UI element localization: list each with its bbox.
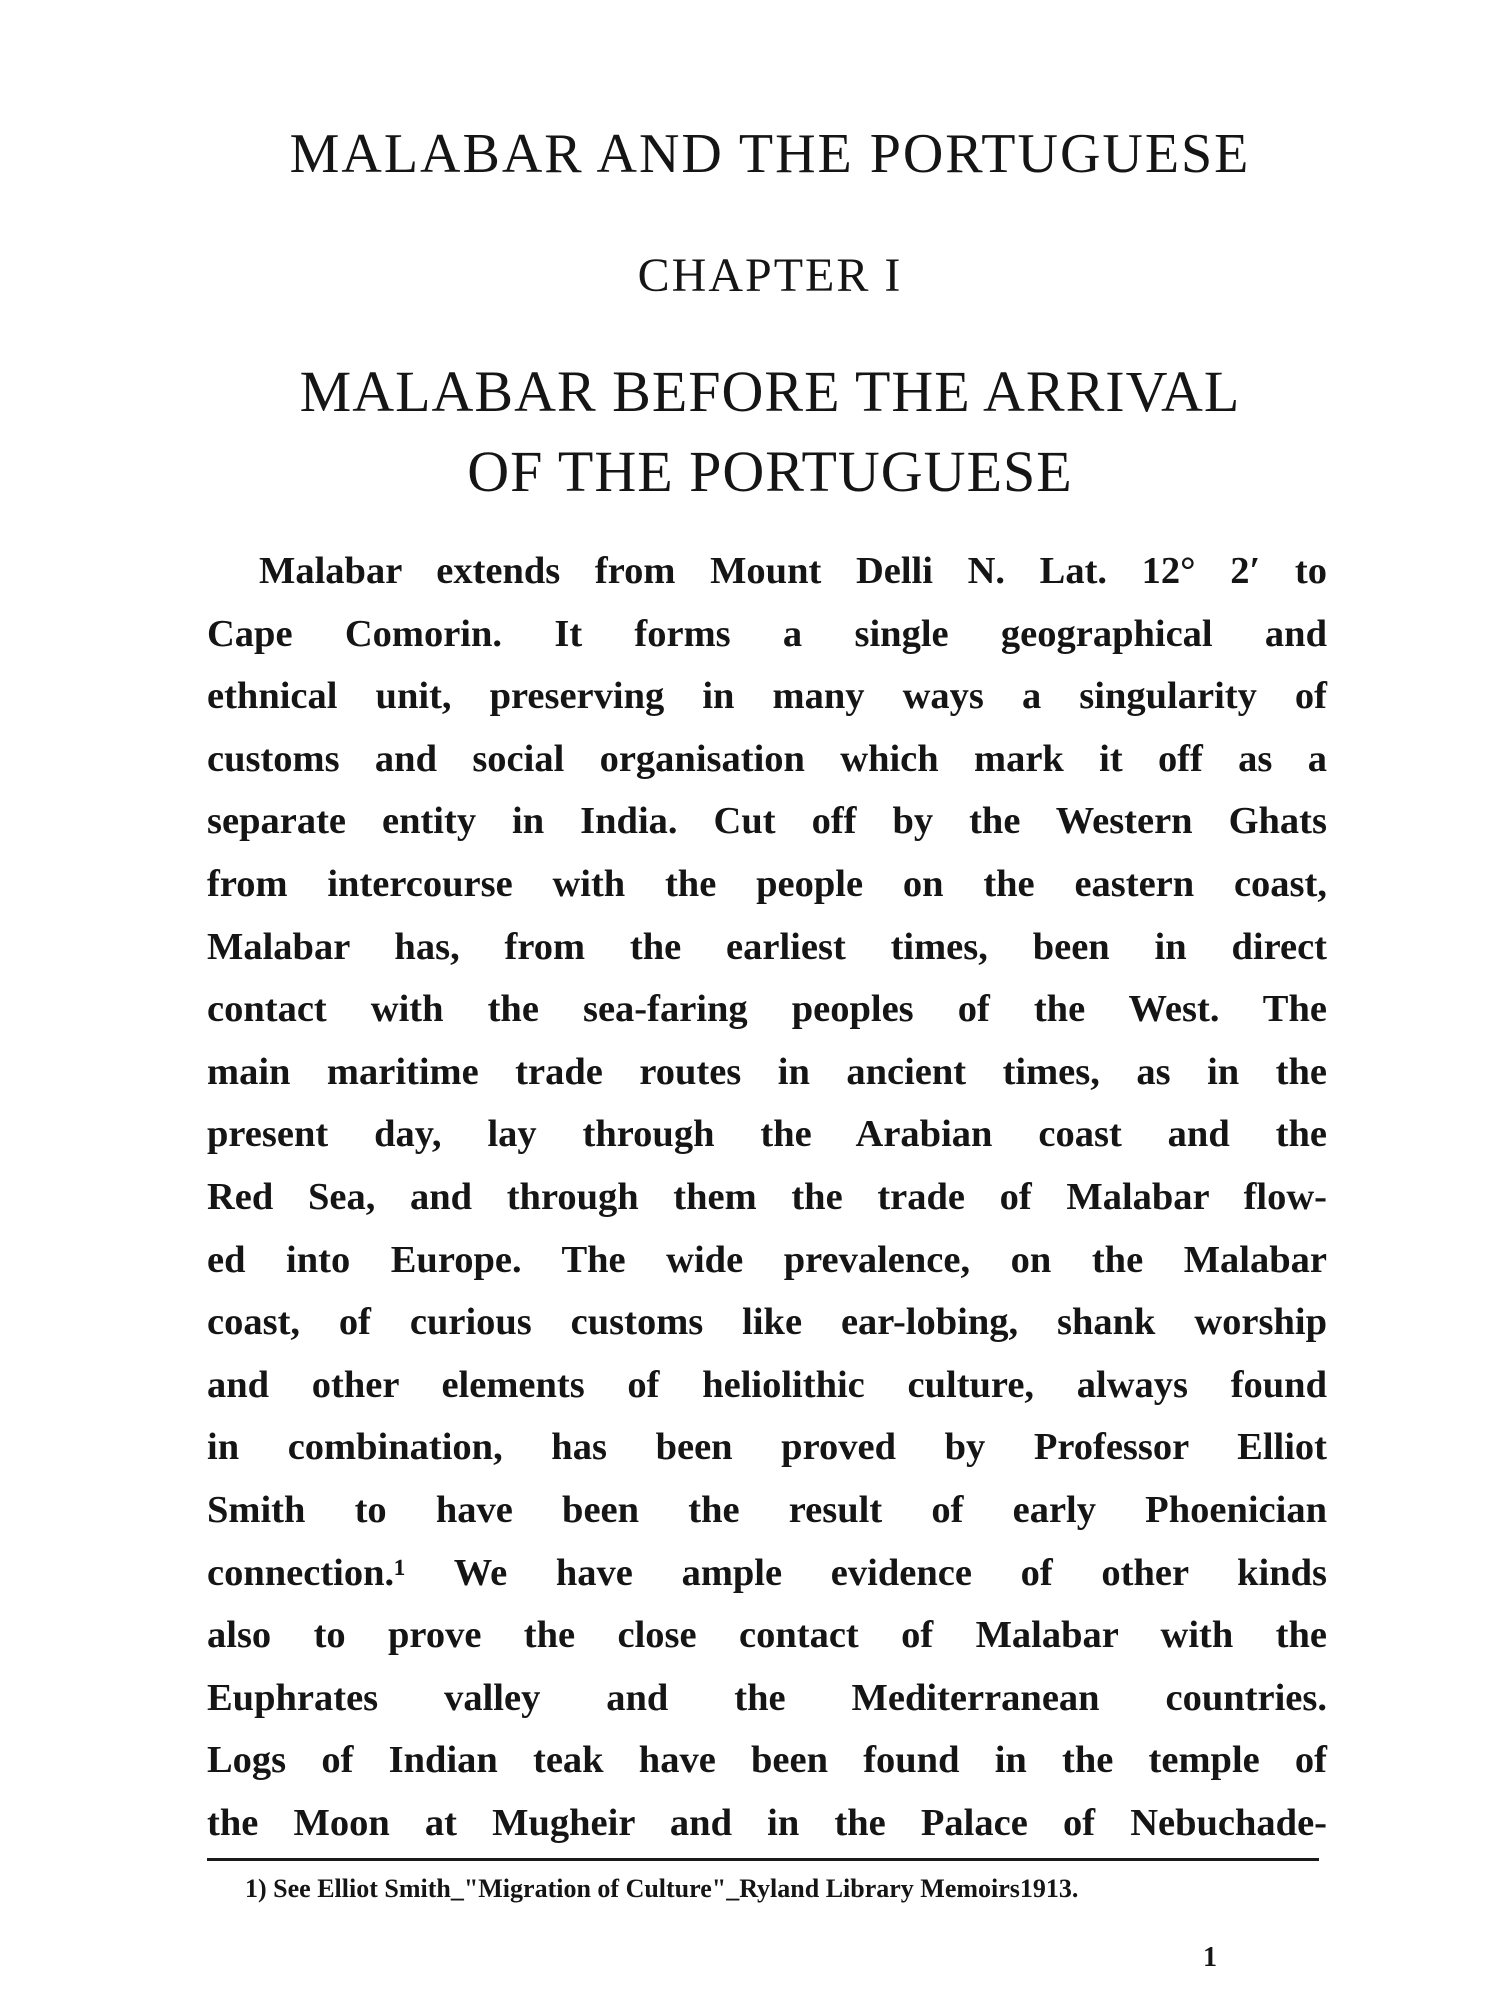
text-line: main maritime trade routes in ancient times, as in the xyxy=(207,1050,1327,1093)
text-line: in combination, has been proved by Professor Elliot xyxy=(207,1426,1327,1469)
text-line: contact with the sea-faring peoples of the West. The xyxy=(207,988,1327,1031)
text-line: Logs of Indian teak have been found in the temple of xyxy=(207,1739,1327,1782)
page-number: 1 xyxy=(1203,1942,1217,1973)
running-title: MALABAR AND THE PORTUGUESE xyxy=(289,123,1251,185)
chapter-title xyxy=(205,352,1335,512)
text-line: coast, of curious customs like ear-lobing, shank worship xyxy=(207,1301,1327,1344)
text-line: from intercourse with the people on the eastern coast, xyxy=(207,862,1327,905)
chapter-title-line: MALABAR BEFORE THE ARRIVAL xyxy=(299,359,1241,424)
text-line: and other elements of heliolithic culture, always found xyxy=(207,1363,1327,1406)
text-line: ed into Europe. The wide prevalence, on the Malabar xyxy=(207,1238,1327,1281)
text-line: Euphrates valley and the Mediterranean countries. xyxy=(207,1676,1327,1719)
text-line: the Moon at Mugheir and in the Palace of Nebuchade- xyxy=(207,1801,1327,1844)
footnote-divider xyxy=(207,1858,1319,1861)
text-line: Cape Comorin. It forms a single geographical and xyxy=(207,612,1327,655)
text-line: also to prove the close contact of Malabar with the xyxy=(207,1614,1327,1657)
chapter-label: CHAPTER I xyxy=(637,249,903,302)
text-line: Smith to have been the result of early Phoenician xyxy=(207,1488,1327,1531)
footnote: 1) See Elliot Smith_"Migration of Culture"_Ryland Library Memoirs1913. xyxy=(245,1874,1079,1903)
text-line: present day, lay through the Arabian coast and the xyxy=(207,1113,1327,1156)
text-line: connection.¹ We have ample evidence of other kinds xyxy=(207,1551,1327,1594)
text-line: Malabar extends from Mount Delli N. Lat. 12° 2′ to xyxy=(259,550,1327,592)
text-line: Malabar has, from the earliest times, been in direct xyxy=(207,925,1327,968)
text-line: ethnical unit, preserving in many ways a singularity of xyxy=(207,675,1327,718)
text-line: customs and social organisation which mark it off as a xyxy=(207,737,1327,780)
body-paragraph xyxy=(207,540,1327,1854)
text-line: Red Sea, and through them the trade of Malabar flow- xyxy=(207,1175,1327,1218)
chapter-title-line: OF THE PORTUGUESE xyxy=(467,439,1073,504)
text-line: separate entity in India. Cut off by the Western Ghats xyxy=(207,800,1327,843)
